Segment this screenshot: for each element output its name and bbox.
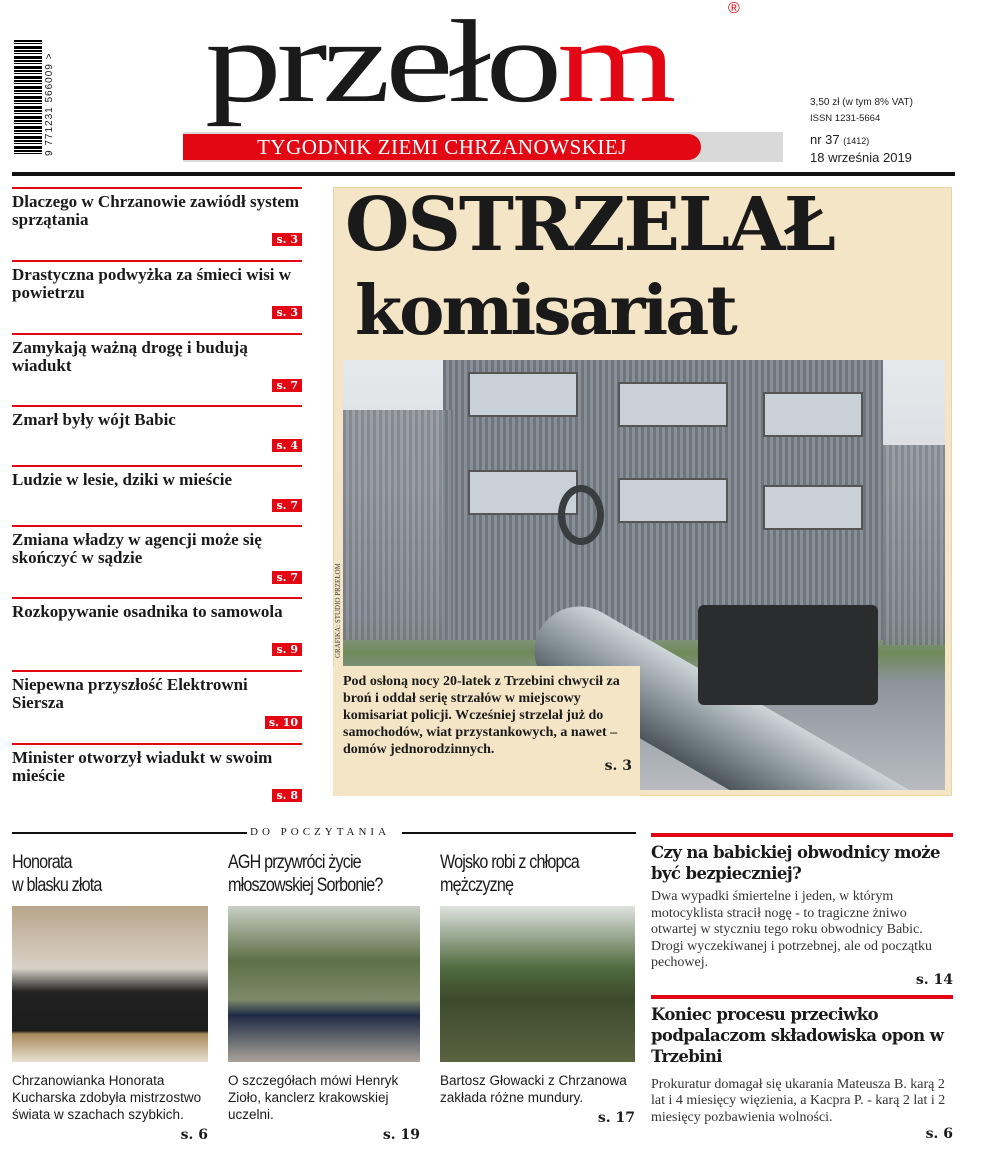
- side-article-title[interactable]: Czy na babickiej obwodnicy może być bezpieczniej?: [651, 843, 940, 883]
- teaser-title-line: Wojsko robi z chłopca: [440, 852, 579, 873]
- side-article-text: Dwa wypadki śmiertelne i jeden, w którym motocyklista stracił nogę - to tragiczne żniwo otwartej w styczniu tego roku obwodnicy Babic. Drogi wyczekiwanej i potrzebnej, ale od początku pechowej.: [651, 889, 933, 970]
- left-article[interactable]: [12, 333, 302, 393]
- masthead-subtitle: TYGODNIK ZIEMI CHRZANOWSKIEJ: [183, 134, 701, 160]
- left-article[interactable]: [12, 187, 302, 247]
- teaser-title-line: Honorata: [12, 852, 72, 873]
- teaser-text: Chrzanowianka Honorata Kucharska zdobyła mistrzostwo świata w szachach szybkich.: [12, 1073, 202, 1122]
- page-badge[interactable]: s. 4: [272, 439, 302, 452]
- left-article-title[interactable]: Zmiana władzy w agencji może się skończyć w sądzie: [12, 530, 262, 567]
- left-article[interactable]: [12, 670, 302, 730]
- side-article-page[interactable]: s. 6: [925, 1126, 953, 1142]
- page-badge[interactable]: s. 7: [272, 499, 302, 512]
- side-article-text: Prokuratur domagał się ukarania Mateusza B. karą 2 lat i 4 miesięcy więzienia, a Kacpra P. - karą 2 lat i 2 miesięcy pozbawienia wolności.: [651, 1076, 946, 1125]
- page-badge[interactable]: s. 3: [272, 306, 302, 319]
- rifle-sight: [698, 605, 878, 705]
- page-badge[interactable]: s. 8: [272, 789, 302, 802]
- teaser-title-line: mężczyznę: [440, 875, 514, 896]
- side-article[interactable]: [651, 833, 953, 989]
- left-article-title[interactable]: Niepewna przyszłość Elektrowni Siersza: [12, 675, 248, 712]
- teaser-title[interactable]: [12, 851, 102, 897]
- price: 3,50 zł (w tym 8% VAT): [810, 97, 913, 108]
- left-article-title[interactable]: Minister otworzył wiadukt w swoim mieście: [12, 748, 273, 785]
- side-article-title[interactable]: Koniec procesu przeciwko podpalaczom składowiska opon w Trzebini: [651, 1004, 944, 1066]
- teaser-page[interactable]: s. 17: [597, 1110, 635, 1126]
- left-article-title[interactable]: Zamykają ważną drogę i budują wiadukt: [12, 338, 248, 375]
- divider: [12, 832, 247, 834]
- logo-black: przeło: [205, 0, 558, 127]
- teaser-text: Bartosz Głowacki z Chrzanowa zakłada różne mundury.: [440, 1073, 627, 1105]
- right-column: [651, 833, 953, 1149]
- teaser-text: O szczegółach mówi Henryk Zioło, kanclerz krakowskiej uczelni.: [228, 1073, 399, 1122]
- side-article[interactable]: [651, 995, 953, 1144]
- left-article-title[interactable]: Drastyczna podwyżka za śmieci wisi w powietrzu: [12, 265, 292, 302]
- left-article-title[interactable]: Dlaczego w Chrzanowie zawiódł system sprzątania: [12, 192, 300, 229]
- page-badge[interactable]: s. 3: [272, 233, 302, 246]
- teaser-photo: [12, 906, 208, 1062]
- rifle-sight-ring: [558, 485, 604, 545]
- caption-text: Pod osłoną nocy 20-latek z Trzebini chwycił za broń i oddał serię strzałów w miejscowy komisariat policji. Wcześniej strzelał już do samochodów, wiat przystankowych, a nawet – domów jednorodzinnych.: [343, 674, 620, 757]
- teaser-body: [440, 1072, 635, 1127]
- photo-credit: GRAFIKA: STUDIO PRZEŁOM: [334, 563, 342, 658]
- left-article-title[interactable]: Rozkopywanie osadnika to samowola: [12, 602, 283, 621]
- left-article[interactable]: [12, 465, 302, 513]
- issue-number: nr 37: [810, 132, 840, 147]
- teaser-photo: [228, 906, 420, 1062]
- page-badge[interactable]: s. 7: [272, 379, 302, 392]
- registered-mark: ®: [728, 0, 740, 17]
- logo-red: m: [557, 0, 672, 127]
- teaser-body: [228, 1072, 420, 1144]
- feature-page[interactable]: s. 3: [604, 758, 632, 774]
- masthead-logo: [205, 0, 671, 130]
- feature-headline[interactable]: OSTRZELAŁ: [345, 182, 834, 268]
- left-article-title[interactable]: Zmarł były wójt Babic: [12, 410, 176, 429]
- left-article[interactable]: [12, 525, 302, 585]
- teaser-title[interactable]: [228, 851, 383, 897]
- teaser-title[interactable]: [440, 851, 579, 897]
- page-badge[interactable]: s. 10: [265, 716, 302, 729]
- teaser-title-line: w blasku złota: [12, 875, 102, 896]
- teaser-page[interactable]: s. 6: [180, 1127, 208, 1143]
- issue-date: 18 września 2019: [810, 150, 912, 165]
- left-article[interactable]: [12, 405, 302, 453]
- barcode-number: 9 771231 566009 >: [44, 52, 55, 156]
- teaser-title-line: AGH przywróci życie: [228, 852, 361, 873]
- feature-caption: [333, 666, 640, 796]
- side-article-page[interactable]: s. 14: [915, 971, 953, 988]
- teaser-photo: [440, 906, 635, 1062]
- issn: ISSN 1231-5664: [810, 113, 881, 124]
- teaser-title-line: młoszowskiej Sorbonie?: [228, 875, 383, 896]
- masthead-rule: [12, 172, 955, 176]
- teaser-body: [12, 1072, 208, 1144]
- page-badge[interactable]: s. 9: [272, 643, 302, 656]
- left-article[interactable]: [12, 597, 302, 657]
- issue-total: (1412): [843, 136, 870, 146]
- page-badge[interactable]: s. 7: [272, 571, 302, 584]
- barcode: [14, 40, 42, 156]
- left-article[interactable]: [12, 743, 302, 803]
- left-article-title[interactable]: Ludzie w lesie, dziki w mieście: [12, 470, 233, 489]
- divider: [402, 832, 636, 834]
- teaser-page[interactable]: s. 19: [382, 1127, 420, 1143]
- section-label: DO POCZYTANIA: [250, 826, 391, 838]
- left-article[interactable]: [12, 260, 302, 320]
- feature-headline-2[interactable]: komisariat: [355, 271, 735, 351]
